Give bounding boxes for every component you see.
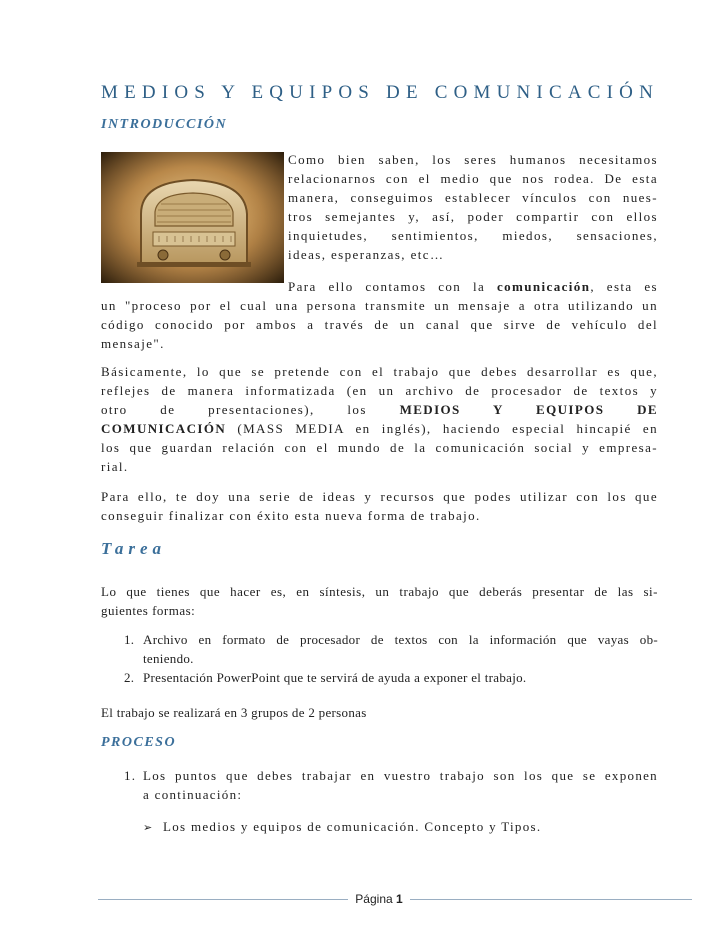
document-title: MEDIOS Y EQUIPOS DE COMUNICACIÓN [101, 82, 659, 103]
intro-paragraph-4: Para ello, te doy una serie de ideas y recursos que podes utilizar con los que conseguir finalizar con éxito esta nueva forma de trabajo. [101, 489, 658, 523]
vintage-radio-image [101, 152, 284, 283]
medios-equipos-bold: MEDIOS Y EQUIPOS DE [399, 402, 658, 417]
comunicacion-bold: comunicación [496, 279, 591, 294]
proceso-heading: PROCESO [101, 735, 177, 750]
arrow-right-icon: ➢ [143, 821, 154, 834]
tarea-paragraph: Lo que tienes que hacer es, en síntesis, un trabajo que deberás presentar de las si- guientes formas: [101, 584, 658, 618]
list-item: 2. Presentación PowerPoint que te servirá de ayuda a exponer el trabajo. [124, 670, 527, 685]
intro-paragraph-2: Para ello contamos con la comunicación, esta es un "proceso por el cual una persona transmite un mensaje a otra utilizando un código conocido por ambos a través de un canal que sirve de vehículo del mensaje". [101, 279, 659, 351]
list-item: 1. Archivo en formato de procesador de textos con la información que vayas ob- teniendo. [124, 632, 658, 666]
groups-paragraph: El trabajo se realizará en 3 grupos de 2 personas [101, 705, 367, 720]
sub-bullet-item: ➢ Los medios y equipos de comunicación. Concepto y Tipos. [143, 819, 542, 834]
tarea-heading: Tarea [101, 539, 166, 558]
footer-divider-right [410, 899, 692, 900]
introduction-heading: INTRODUCCIÓN [101, 117, 228, 132]
comunicacion-caps-bold: COMUNICACIÓN [101, 421, 227, 436]
page-number-footer: Página 1 [355, 892, 403, 906]
intro-paragraph-1: Como bien saben, los seres humanos necesitamos relacionarnos con el medio que nos rodea. De esta manera, conseguimos establecer vínculos con nues- tros semejantes y, así, poder compartir con ellos inquietudes, sentimientos, miedos, sensaciones, ideas, esperanzas, etc… [288, 152, 658, 262]
proceso-list [124, 766, 658, 804]
list-item: 1. Los puntos que debes trabajar en vuestro trabajo son los que se exponen a continuación: [124, 768, 658, 802]
tarea-list [124, 630, 658, 687]
footer-divider-left [98, 899, 348, 900]
intro-paragraph-3: Básicamente, lo que se pretende con el trabajo que debes desarrollar es que, reflejes de manera informatizada (en un archivo de procesador de textos y otro de presentaciones), los MEDIOS Y EQUIPOS DE COMUNICACIÓN (MASS MEDIA en inglés), haciendo especial hincapié en los que guardan relación con el mundo de la comunicación social y empresa- rial. [101, 364, 658, 474]
